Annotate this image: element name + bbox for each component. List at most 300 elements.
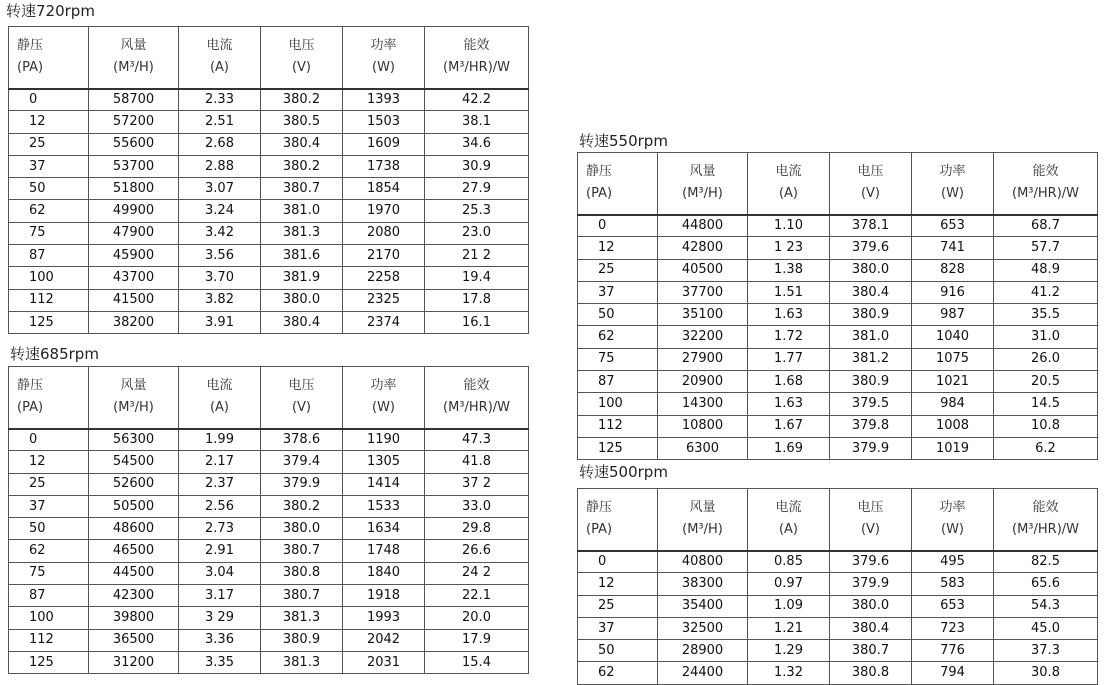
header-unit: (PA) bbox=[17, 60, 44, 76]
cell-efficiency: 48.9 bbox=[994, 259, 1098, 281]
cell-airflow: 48600 bbox=[89, 518, 179, 540]
header-unit: (M³/HR)/W bbox=[443, 400, 510, 416]
table-row bbox=[578, 393, 1098, 415]
table-row bbox=[578, 348, 1098, 370]
cell-voltage: 381.0 bbox=[261, 200, 343, 222]
cell-efficiency: 24 2 bbox=[425, 562, 529, 584]
cell-power: 741 bbox=[912, 237, 994, 259]
header-unit: (M³/H) bbox=[113, 60, 154, 76]
cell-airflow: 36500 bbox=[89, 629, 179, 651]
cell-power: 2325 bbox=[343, 289, 425, 311]
performance-table-720rpm bbox=[8, 26, 529, 334]
cell-efficiency: 38.1 bbox=[425, 111, 529, 133]
cell-airflow: 38200 bbox=[89, 311, 179, 333]
header-unit: (A) bbox=[778, 186, 799, 202]
header-airflow bbox=[658, 489, 748, 551]
cell-current: 3.04 bbox=[179, 562, 261, 584]
header-power bbox=[343, 367, 425, 429]
table-row bbox=[9, 155, 529, 177]
cell-efficiency: 15.4 bbox=[425, 651, 529, 673]
header-unit: (A) bbox=[778, 522, 799, 538]
header-unit: (M³/HR)/W bbox=[1012, 186, 1079, 202]
header-voltage bbox=[830, 153, 912, 215]
cell-static-pressure: 50 bbox=[578, 304, 658, 326]
header-label: 功率 bbox=[939, 500, 966, 516]
table-row bbox=[578, 437, 1098, 459]
cell-airflow: 53700 bbox=[89, 155, 179, 177]
cell-current: 1.77 bbox=[748, 348, 830, 370]
cell-static-pressure: 62 bbox=[578, 326, 658, 348]
cell-efficiency: 20.0 bbox=[425, 607, 529, 629]
cell-static-pressure: 100 bbox=[9, 267, 89, 289]
cell-power: 1840 bbox=[343, 562, 425, 584]
header-label: 静压 bbox=[17, 38, 44, 54]
header-static-pressure bbox=[578, 153, 658, 215]
cell-airflow: 31200 bbox=[89, 651, 179, 673]
cell-voltage: 381.3 bbox=[261, 607, 343, 629]
table-row bbox=[9, 111, 529, 133]
cell-current: 1.10 bbox=[748, 215, 830, 237]
cell-current: 3.24 bbox=[179, 200, 261, 222]
header-label: 功率 bbox=[370, 38, 397, 54]
header-label: 风量 bbox=[689, 164, 716, 180]
cell-power: 1019 bbox=[912, 437, 994, 459]
cell-voltage: 378.1 bbox=[830, 215, 912, 237]
cell-efficiency: 30.9 bbox=[425, 155, 529, 177]
cell-airflow: 49900 bbox=[89, 200, 179, 222]
cell-airflow: 20900 bbox=[658, 371, 748, 393]
cell-current: 3.35 bbox=[179, 651, 261, 673]
cell-efficiency: 19.4 bbox=[425, 267, 529, 289]
cell-power: 1503 bbox=[343, 111, 425, 133]
cell-efficiency: 10.8 bbox=[994, 415, 1098, 437]
header-label: 电流 bbox=[206, 38, 233, 54]
cell-efficiency: 54.3 bbox=[994, 595, 1098, 617]
performance-table-500rpm bbox=[577, 488, 1098, 685]
cell-static-pressure: 62 bbox=[578, 662, 658, 684]
cell-static-pressure: 62 bbox=[9, 200, 89, 222]
cell-current: 3.56 bbox=[179, 245, 261, 267]
cell-power: 583 bbox=[912, 573, 994, 595]
header-unit: (V) bbox=[860, 522, 881, 538]
header-unit: (W) bbox=[372, 400, 395, 416]
cell-voltage: 380.8 bbox=[261, 562, 343, 584]
cell-voltage: 379.9 bbox=[261, 473, 343, 495]
header-current bbox=[179, 367, 261, 429]
cell-efficiency: 31.0 bbox=[994, 326, 1098, 348]
cell-current: 1 23 bbox=[748, 237, 830, 259]
cell-power: 1748 bbox=[343, 540, 425, 562]
cell-power: 776 bbox=[912, 640, 994, 662]
cell-static-pressure: 112 bbox=[578, 415, 658, 437]
table-row bbox=[578, 662, 1098, 684]
cell-current: 2.56 bbox=[179, 495, 261, 517]
table-row bbox=[9, 629, 529, 651]
header-label: 能效 bbox=[1032, 500, 1059, 516]
cell-voltage: 380.4 bbox=[261, 311, 343, 333]
table-row bbox=[578, 640, 1098, 662]
cell-airflow: 43700 bbox=[89, 267, 179, 289]
header-power bbox=[343, 27, 425, 89]
cell-airflow: 14300 bbox=[658, 393, 748, 415]
cell-current: 0.97 bbox=[748, 573, 830, 595]
table-row bbox=[9, 451, 529, 473]
cell-voltage: 380.4 bbox=[830, 617, 912, 639]
cell-current: 1.63 bbox=[748, 393, 830, 415]
cell-voltage: 380.5 bbox=[261, 111, 343, 133]
cell-airflow: 52600 bbox=[89, 473, 179, 495]
cell-current: 2.51 bbox=[179, 111, 261, 133]
header-voltage bbox=[261, 367, 343, 429]
cell-current: 3 29 bbox=[179, 607, 261, 629]
cell-efficiency: 23.0 bbox=[425, 222, 529, 244]
cell-voltage: 380.0 bbox=[261, 518, 343, 540]
cell-current: 1.38 bbox=[748, 259, 830, 281]
cell-static-pressure: 12 bbox=[578, 237, 658, 259]
header-efficiency bbox=[425, 27, 529, 89]
cell-airflow: 58700 bbox=[89, 89, 179, 111]
table-row bbox=[9, 585, 529, 607]
cell-current: 2.33 bbox=[179, 89, 261, 111]
cell-airflow: 42300 bbox=[89, 585, 179, 607]
cell-current: 1.69 bbox=[748, 437, 830, 459]
cell-power: 1021 bbox=[912, 371, 994, 393]
cell-airflow: 55600 bbox=[89, 133, 179, 155]
cell-power: 653 bbox=[912, 215, 994, 237]
header-label: 电流 bbox=[206, 378, 233, 394]
header-airflow bbox=[89, 367, 179, 429]
cell-voltage: 380.7 bbox=[830, 640, 912, 662]
cell-voltage: 379.6 bbox=[830, 551, 912, 573]
cell-voltage: 381.9 bbox=[261, 267, 343, 289]
cell-static-pressure: 100 bbox=[578, 393, 658, 415]
cell-voltage: 380.0 bbox=[261, 289, 343, 311]
table-row bbox=[578, 573, 1098, 595]
cell-static-pressure: 87 bbox=[578, 371, 658, 393]
cell-static-pressure: 37 bbox=[578, 281, 658, 303]
cell-efficiency: 42.2 bbox=[425, 89, 529, 111]
cell-static-pressure: 62 bbox=[9, 540, 89, 562]
table-title-685rpm: 转速685rpm bbox=[10, 345, 99, 363]
cell-voltage: 380.9 bbox=[830, 371, 912, 393]
cell-static-pressure: 0 bbox=[9, 429, 89, 451]
table-row bbox=[9, 473, 529, 495]
header-unit: (V) bbox=[860, 186, 881, 202]
header-label: 静压 bbox=[586, 164, 613, 180]
cell-efficiency: 35.5 bbox=[994, 304, 1098, 326]
cell-power: 2042 bbox=[343, 629, 425, 651]
cell-airflow: 28900 bbox=[658, 640, 748, 662]
header-unit: (M³/H) bbox=[682, 186, 723, 202]
cell-static-pressure: 125 bbox=[578, 437, 658, 459]
header-label: 电流 bbox=[775, 500, 802, 516]
header-label: 功率 bbox=[939, 164, 966, 180]
cell-efficiency: 17.8 bbox=[425, 289, 529, 311]
header-current bbox=[179, 27, 261, 89]
cell-static-pressure: 37 bbox=[9, 495, 89, 517]
header-label: 静压 bbox=[17, 378, 44, 394]
cell-static-pressure: 37 bbox=[578, 617, 658, 639]
cell-efficiency: 26.6 bbox=[425, 540, 529, 562]
cell-power: 495 bbox=[912, 551, 994, 573]
cell-current: 3.07 bbox=[179, 178, 261, 200]
cell-static-pressure: 75 bbox=[578, 348, 658, 370]
header-label: 能效 bbox=[463, 38, 490, 54]
table-row bbox=[578, 237, 1098, 259]
cell-static-pressure: 75 bbox=[9, 562, 89, 584]
cell-static-pressure: 100 bbox=[9, 607, 89, 629]
cell-efficiency: 20.5 bbox=[994, 371, 1098, 393]
cell-efficiency: 27.9 bbox=[425, 178, 529, 200]
header-label: 风量 bbox=[120, 38, 147, 54]
cell-voltage: 380.2 bbox=[261, 89, 343, 111]
table-row bbox=[578, 551, 1098, 573]
header-label: 能效 bbox=[463, 378, 490, 394]
cell-static-pressure: 0 bbox=[578, 215, 658, 237]
cell-airflow: 27900 bbox=[658, 348, 748, 370]
cell-static-pressure: 125 bbox=[9, 651, 89, 673]
cell-current: 3.82 bbox=[179, 289, 261, 311]
header-unit: (M³/H) bbox=[113, 400, 154, 416]
cell-voltage: 379.5 bbox=[830, 393, 912, 415]
cell-power: 723 bbox=[912, 617, 994, 639]
table-row bbox=[578, 595, 1098, 617]
cell-voltage: 381.6 bbox=[261, 245, 343, 267]
table-row bbox=[578, 617, 1098, 639]
cell-efficiency: 26.0 bbox=[994, 348, 1098, 370]
table-row bbox=[9, 562, 529, 584]
header-unit: (V) bbox=[291, 60, 312, 76]
cell-airflow: 46500 bbox=[89, 540, 179, 562]
header-unit: (A) bbox=[209, 60, 230, 76]
cell-power: 1634 bbox=[343, 518, 425, 540]
cell-efficiency: 41.2 bbox=[994, 281, 1098, 303]
cell-efficiency: 41.8 bbox=[425, 451, 529, 473]
cell-static-pressure: 50 bbox=[9, 178, 89, 200]
cell-airflow: 42800 bbox=[658, 237, 748, 259]
cell-airflow: 37700 bbox=[658, 281, 748, 303]
cell-power: 2080 bbox=[343, 222, 425, 244]
cell-efficiency: 6.2 bbox=[994, 437, 1098, 459]
cell-voltage: 381.0 bbox=[830, 326, 912, 348]
cell-voltage: 379.8 bbox=[830, 415, 912, 437]
header-label: 能效 bbox=[1032, 164, 1059, 180]
cell-efficiency: 14.5 bbox=[994, 393, 1098, 415]
cell-power: 1190 bbox=[343, 429, 425, 451]
cell-voltage: 380.0 bbox=[830, 259, 912, 281]
header-unit: (PA) bbox=[17, 400, 44, 416]
cell-airflow: 56300 bbox=[89, 429, 179, 451]
cell-power: 2031 bbox=[343, 651, 425, 673]
cell-airflow: 40800 bbox=[658, 551, 748, 573]
cell-current: 3.91 bbox=[179, 311, 261, 333]
header-efficiency bbox=[994, 153, 1098, 215]
cell-power: 1008 bbox=[912, 415, 994, 437]
cell-power: 1854 bbox=[343, 178, 425, 200]
cell-airflow: 6300 bbox=[658, 437, 748, 459]
cell-current: 2.37 bbox=[179, 473, 261, 495]
cell-static-pressure: 112 bbox=[9, 629, 89, 651]
cell-power: 1414 bbox=[343, 473, 425, 495]
cell-current: 3.42 bbox=[179, 222, 261, 244]
cell-power: 1075 bbox=[912, 348, 994, 370]
cell-static-pressure: 25 bbox=[9, 473, 89, 495]
cell-efficiency: 37 2 bbox=[425, 473, 529, 495]
cell-power: 1393 bbox=[343, 89, 425, 111]
cell-airflow: 44800 bbox=[658, 215, 748, 237]
header-static-pressure bbox=[578, 489, 658, 551]
cell-static-pressure: 12 bbox=[9, 111, 89, 133]
cell-voltage: 380.9 bbox=[261, 629, 343, 651]
table-row bbox=[578, 259, 1098, 281]
cell-static-pressure: 12 bbox=[578, 573, 658, 595]
header-unit: (PA) bbox=[586, 186, 613, 202]
cell-static-pressure: 87 bbox=[9, 245, 89, 267]
cell-static-pressure: 25 bbox=[578, 259, 658, 281]
cell-current: 1.21 bbox=[748, 617, 830, 639]
cell-power: 2258 bbox=[343, 267, 425, 289]
header-current bbox=[748, 489, 830, 551]
cell-power: 1533 bbox=[343, 495, 425, 517]
cell-current: 1.09 bbox=[748, 595, 830, 617]
cell-voltage: 380.2 bbox=[261, 155, 343, 177]
cell-power: 984 bbox=[912, 393, 994, 415]
table-title-550rpm: 转速550rpm bbox=[579, 132, 668, 150]
header-label: 风量 bbox=[120, 378, 147, 394]
cell-current: 2.68 bbox=[179, 133, 261, 155]
header-label: 电压 bbox=[288, 38, 315, 54]
cell-power: 653 bbox=[912, 595, 994, 617]
cell-current: 1.68 bbox=[748, 371, 830, 393]
table-row bbox=[578, 215, 1098, 237]
table-row bbox=[9, 267, 529, 289]
cell-current: 2.73 bbox=[179, 518, 261, 540]
table-row bbox=[578, 371, 1098, 393]
header-static-pressure bbox=[9, 27, 89, 89]
table-row bbox=[9, 429, 529, 451]
table-row bbox=[9, 651, 529, 673]
cell-static-pressure: 125 bbox=[9, 311, 89, 333]
cell-voltage: 381.3 bbox=[261, 222, 343, 244]
cell-current: 1.72 bbox=[748, 326, 830, 348]
cell-airflow: 24400 bbox=[658, 662, 748, 684]
cell-airflow: 44500 bbox=[89, 562, 179, 584]
cell-efficiency: 29.8 bbox=[425, 518, 529, 540]
cell-efficiency: 68.7 bbox=[994, 215, 1098, 237]
cell-voltage: 379.9 bbox=[830, 437, 912, 459]
table-row bbox=[578, 304, 1098, 326]
cell-airflow: 54500 bbox=[89, 451, 179, 473]
cell-voltage: 380.7 bbox=[261, 178, 343, 200]
header-unit: (M³/H) bbox=[682, 522, 723, 538]
cell-efficiency: 30.8 bbox=[994, 662, 1098, 684]
performance-table-685rpm bbox=[8, 366, 529, 674]
cell-voltage: 379.6 bbox=[830, 237, 912, 259]
cell-current: 1.29 bbox=[748, 640, 830, 662]
cell-efficiency: 37.3 bbox=[994, 640, 1098, 662]
table-title-500rpm: 转速500rpm bbox=[579, 463, 668, 481]
cell-voltage: 378.6 bbox=[261, 429, 343, 451]
cell-voltage: 380.4 bbox=[261, 133, 343, 155]
header-unit: (A) bbox=[209, 400, 230, 416]
header-row bbox=[9, 367, 529, 429]
cell-airflow: 38300 bbox=[658, 573, 748, 595]
header-efficiency bbox=[994, 489, 1098, 551]
cell-static-pressure: 112 bbox=[9, 289, 89, 311]
cell-efficiency: 16.1 bbox=[425, 311, 529, 333]
cell-current: 1.99 bbox=[179, 429, 261, 451]
table-row bbox=[9, 311, 529, 333]
table-row bbox=[9, 200, 529, 222]
cell-current: 2.88 bbox=[179, 155, 261, 177]
cell-airflow: 40500 bbox=[658, 259, 748, 281]
cell-power: 1918 bbox=[343, 585, 425, 607]
cell-airflow: 32200 bbox=[658, 326, 748, 348]
cell-efficiency: 21 2 bbox=[425, 245, 529, 267]
cell-static-pressure: 25 bbox=[9, 133, 89, 155]
table-row bbox=[9, 495, 529, 517]
cell-power: 916 bbox=[912, 281, 994, 303]
header-efficiency bbox=[425, 367, 529, 429]
cell-voltage: 380.9 bbox=[830, 304, 912, 326]
cell-static-pressure: 75 bbox=[9, 222, 89, 244]
table-row bbox=[9, 607, 529, 629]
header-unit: (M³/HR)/W bbox=[443, 60, 510, 76]
cell-static-pressure: 0 bbox=[578, 551, 658, 573]
table-row bbox=[578, 326, 1098, 348]
cell-efficiency: 22.1 bbox=[425, 585, 529, 607]
header-voltage bbox=[830, 489, 912, 551]
cell-voltage: 380.0 bbox=[830, 595, 912, 617]
table-row bbox=[9, 133, 529, 155]
table-row bbox=[9, 289, 529, 311]
header-airflow bbox=[658, 153, 748, 215]
cell-current: 3.17 bbox=[179, 585, 261, 607]
cell-efficiency: 65.6 bbox=[994, 573, 1098, 595]
header-airflow bbox=[89, 27, 179, 89]
cell-current: 1.63 bbox=[748, 304, 830, 326]
table-row bbox=[9, 540, 529, 562]
table-row bbox=[578, 415, 1098, 437]
header-voltage bbox=[261, 27, 343, 89]
header-power bbox=[912, 153, 994, 215]
cell-voltage: 380.7 bbox=[261, 585, 343, 607]
cell-voltage: 380.8 bbox=[830, 662, 912, 684]
cell-current: 3.70 bbox=[179, 267, 261, 289]
header-unit: (W) bbox=[941, 522, 964, 538]
cell-voltage: 380.2 bbox=[261, 495, 343, 517]
header-unit: (PA) bbox=[586, 522, 613, 538]
cell-power: 1738 bbox=[343, 155, 425, 177]
performance-table-550rpm bbox=[577, 152, 1098, 460]
table-row bbox=[9, 518, 529, 540]
cell-static-pressure: 25 bbox=[578, 595, 658, 617]
header-label: 电压 bbox=[857, 500, 884, 516]
cell-power: 828 bbox=[912, 259, 994, 281]
cell-power: 1305 bbox=[343, 451, 425, 473]
cell-efficiency: 34.6 bbox=[425, 133, 529, 155]
cell-power: 1993 bbox=[343, 607, 425, 629]
cell-airflow: 41500 bbox=[89, 289, 179, 311]
cell-current: 1.51 bbox=[748, 281, 830, 303]
cell-efficiency: 25.3 bbox=[425, 200, 529, 222]
cell-static-pressure: 50 bbox=[578, 640, 658, 662]
table-row bbox=[9, 89, 529, 111]
header-unit: (W) bbox=[372, 60, 395, 76]
cell-power: 1040 bbox=[912, 326, 994, 348]
table-row bbox=[578, 281, 1098, 303]
cell-current: 3.36 bbox=[179, 629, 261, 651]
